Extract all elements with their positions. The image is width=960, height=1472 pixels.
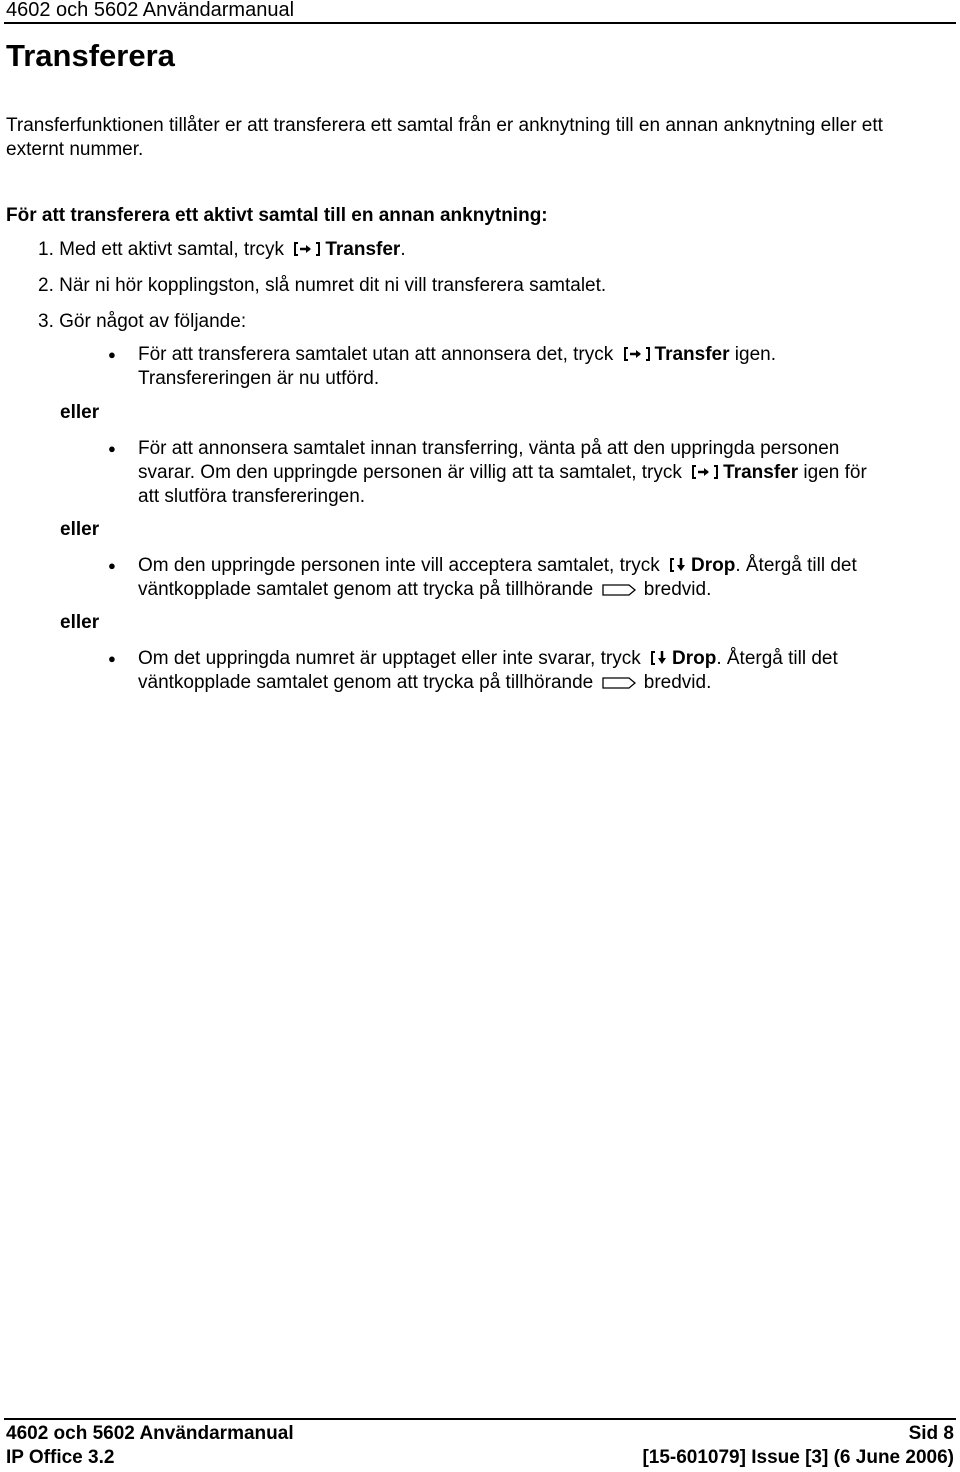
step-number: 2. [38,275,54,296]
bullet-icon: ● [108,347,116,362]
eller-label: eller [60,519,100,540]
footer-rule [4,1418,956,1420]
option-text: Om den uppringde personen inte vill acceptera samtalet, tryck [138,555,660,576]
step-text: Med ett aktivt samtal, trcyk [59,239,285,260]
option-text: svarar. Om den uppringde personen är villig att ta samtalet, tryck [138,462,682,483]
step-3 [38,310,246,334]
option-1-line-2: Transfereringen är nu utförd. [138,368,380,389]
bullet-icon: ● [108,558,116,573]
drop-key-label: Drop [691,555,736,576]
option-3-line-2 [138,578,711,605]
option-3-line-1 [138,554,857,581]
procedure-heading: För att transferera ett aktivt samtal till en annan anknytning: [6,205,548,226]
step-1 [38,238,406,265]
transfer-icon [291,240,323,265]
transfer-icon [621,345,653,370]
drop-key-label: Drop [671,648,717,669]
step-number: 3. [38,311,54,332]
line-button-icon [601,674,637,698]
transfer-icon [689,463,721,488]
option-text: väntkopplade samtalet genom att trycka på tillhörande [138,579,594,600]
option-4-line-2 [138,671,711,698]
footer-manual-title: 4602 och 5602 Användarmanual [6,1423,294,1444]
step-text-end: . [400,239,406,260]
bullet-icon: ● [108,441,116,456]
section-title: Transferera [6,38,175,73]
header-rule [4,22,956,24]
step-text: Gör något av följande: [59,311,247,332]
option-text: igen för [803,462,867,483]
option-text: bredvid. [643,672,712,693]
bullet-icon: ● [108,651,116,666]
eller-label: eller [60,402,100,423]
option-text: . Återgå till det [735,555,857,576]
option-text: . Återgå till det [716,648,838,669]
option-4-line-1 [138,647,838,674]
intro-text-cont: externt nummer. [6,139,144,160]
intro-text: Transferfunktionen tillåter er att transferera ett samtal från er anknytning till en annan anknytning eller ett [6,115,883,136]
step-text: När ni hör kopplingston, slå numret dit ni vill transferera samtalet. [59,275,607,296]
step-2 [38,274,606,298]
transfer-key-label: Transfer [325,239,401,260]
footer-document-id: [15-601079] Issue [3] (6 June 2006) [642,1447,954,1468]
option-text: bredvid. [643,579,712,600]
footer-page-number: Sid 8 [908,1423,954,1444]
eller-label: eller [60,612,100,633]
transfer-key-label: Transfer [654,344,730,365]
option-text: För att transferera samtalet utan att annonsera det, tryck [138,344,614,365]
option-1-line-1 [138,343,776,370]
option-text: Om det uppringda numret är upptaget eller inte svarar, tryck [138,648,641,669]
option-2-line-1: För att annonsera samtalet innan transferring, vänta på att den uppringda personen [138,438,840,459]
option-text: igen. [734,344,776,365]
option-2-line-2 [138,461,867,488]
option-text: väntkopplade samtalet genom att trycka på tillhörande [138,672,594,693]
option-2-line-3: att slutföra transfereringen. [138,486,366,507]
line-button-icon [601,581,637,605]
footer-product-version: IP Office 3.2 [6,1447,115,1468]
document-header-title: 4602 och 5602 Användarmanual [6,0,295,21]
transfer-key-label: Transfer [723,462,799,483]
step-number: 1. [38,239,54,260]
